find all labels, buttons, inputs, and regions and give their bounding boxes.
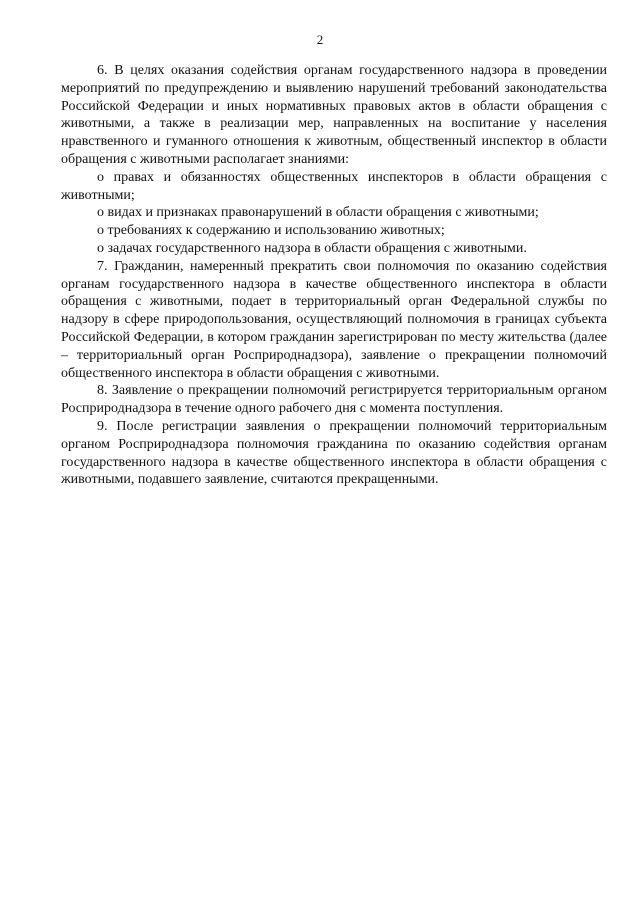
list-item-violations: о видах и признаках правонарушений в области обращения с животными;	[97, 205, 539, 221]
list-item-rights: о правах и обязанностях общественных инспекторов в области обращения с животными;	[61, 169, 607, 203]
list-item-requirements: о требованиях к содержанию и использованию животных;	[97, 223, 445, 239]
document-body	[61, 62, 607, 489]
list-item-tasks: о задачах государственного надзора в области обращения с животными.	[97, 240, 527, 256]
paragraph-9: 9. После регистрации заявления о прекращении полномочий территориальным органом Росприроднадзора полномочия гражданина по оказанию содействия органам государственного надзора в качестве общественного инспектора в области обращения с животными, подавшего заявление, считаются прекращенными.	[61, 418, 607, 488]
paragraph-7: 7. Гражданин, намеренный прекратить свои полномочия по оказанию содействия органам государственного надзора в качестве общественного инспектора в области обращения с животными, подает в территориальный орган Федеральной службы по надзору в сфере природопользования, осуществляющий полномочия в границах субъекта Российской Федерации, в котором гражданин зарегистрирован по месту жительства (далее – территориальный орган Росприроднадзора), заявление о прекращении полномочий общественного инспектора в области обращения с животными.	[61, 258, 607, 381]
page-number: 2	[316, 32, 324, 47]
paragraph-6: 6. В целях оказания содействия органам государственного надзора в проведении мероприятий по предупреждению и выявлению нарушений требований законодательства Российской Федерации и иных нормативных правовых актов в области обращения с животными, а также в реализации мер, направленных на воспитание у населения нравственного и гуманного отношения к животным, общественный инспектор в области обращения с животными располагает знаниями:	[61, 63, 607, 167]
paragraph-8: 8. Заявление о прекращении полномочий регистрируется территориальным органом Росприроднадзора в течение одного рабочего дня с момента поступления.	[61, 383, 607, 417]
